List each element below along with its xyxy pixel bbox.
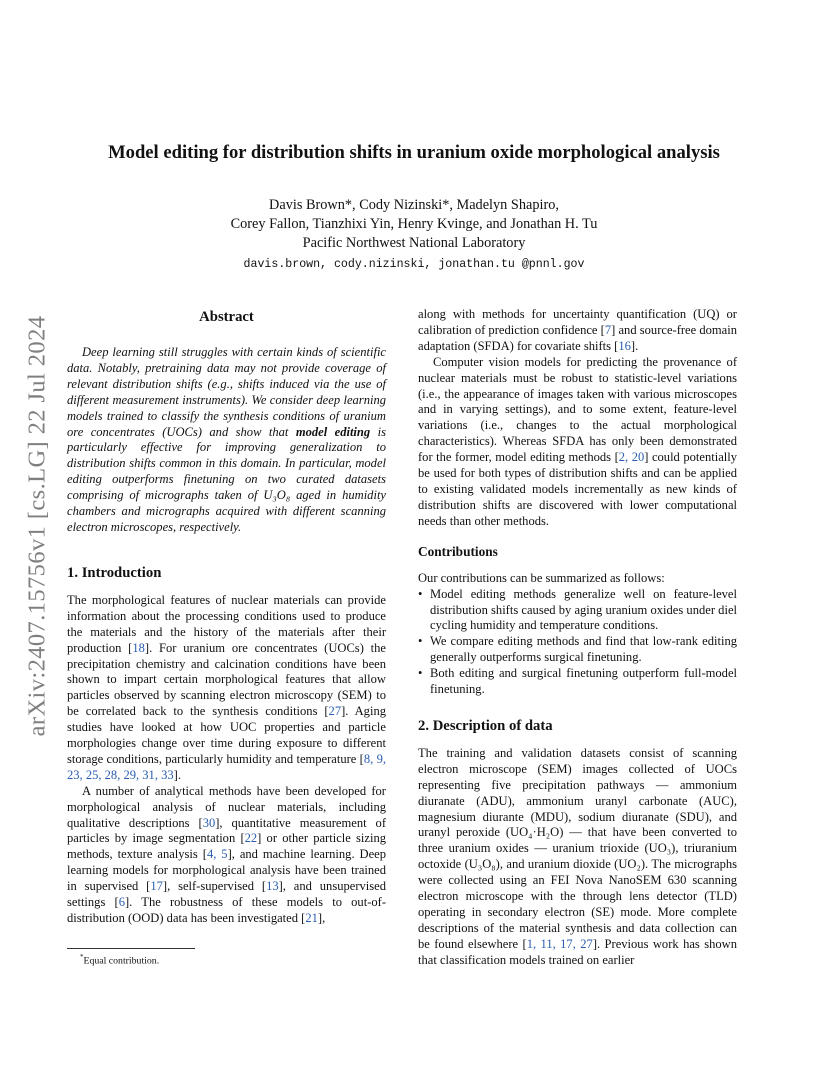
author-block	[60, 196, 768, 274]
citation-link[interactable]: 4, 5	[206, 847, 228, 862]
right-paragraph-2	[418, 355, 737, 530]
citation-link[interactable]: 2, 20	[618, 450, 645, 465]
abstract-text	[67, 345, 386, 536]
contributions-list	[418, 587, 737, 698]
right-p1-text-a: along with methods for uncertainty quantification (UQ) or calibration of prediction confidence [	[418, 307, 737, 337]
footnote-divider	[67, 948, 195, 949]
citation-link[interactable]: 18	[132, 640, 145, 655]
intro-p2-text-g: ]. The robustness of these models to out-of-distribution (OOD) data has been investigated [	[67, 895, 386, 925]
citation-link[interactable]: 7	[604, 322, 612, 337]
right-p2-text-a: Computer vision models for predicting the provenance of nuclear materials must be robust to statistic-level variations (i.e., the appearance of images taken with various microscopes and in varying settings), and to some extent, feature-level variations (i.e., changes to the actual morphological characteristics). Whereas SFDA has only been demonstrated for the former, model editing methods [	[418, 354, 737, 465]
intro-paragraph-2	[67, 784, 386, 927]
abstract-text-bold: model editing	[295, 424, 371, 439]
author-emails: davis.brown, cody.nizinski, jonathan.tu @pnnl.gov	[243, 258, 585, 271]
author-affiliation: Pacific Northwest National Laboratory	[302, 235, 526, 251]
list-item-text: We compare editing methods and find that low-rank editing generally outperforms surgical finetuning.	[430, 634, 737, 665]
bullet-icon: •	[418, 586, 423, 601]
paper-title: Model editing for distribution shifts in uranium oxide morphological analysis	[108, 142, 720, 163]
list-item	[418, 634, 737, 666]
contributions-heading: Contributions	[418, 543, 498, 559]
intro-p2-text-e: ], self-supervised [	[162, 879, 267, 894]
bullet-icon: •	[418, 666, 423, 681]
list-item	[418, 666, 737, 698]
citation-link[interactable]: 13	[266, 879, 279, 894]
section-introduction-heading: 1. Introduction	[67, 564, 162, 581]
intro-p2-text-f: ], and unsupervised settings [	[67, 879, 386, 910]
list-item-text: Both editing and surgical finetuning outperform full-model finetuning.	[430, 666, 737, 697]
citation-link[interactable]: 16	[618, 338, 631, 353]
citation-link[interactable]: 1, 11, 17, 27	[526, 936, 593, 951]
abstract-heading: Abstract	[199, 309, 254, 325]
list-item	[418, 587, 737, 635]
intro-p1-text-b: ]. For uranium ore concentrates (UOCs) the precipitation chemistry and calcination conditions have been shown to impart certain morphological features that allow particles observed by scanning electron microscopy (SEM) to be correlated back to the synthesis conditions [	[67, 640, 386, 719]
intro-p1-text-a: The morphological features of nuclear materials can provide information about the processing conditions used to produce the materials and the history of the materials after their production [	[67, 592, 386, 655]
citation-link[interactable]: 30	[202, 815, 216, 830]
contributions-intro: Our contributions can be summarized as follows:	[418, 570, 665, 585]
author-line-1: Davis Brown*, Cody Nizinski*, Madelyn Shapiro,	[269, 197, 559, 213]
footnote-mark: *	[80, 953, 84, 961]
section-data-heading: 2. Description of data	[418, 717, 553, 734]
footnote-text: Equal contribution.	[83, 955, 160, 967]
author-line-2: Corey Fallon, Tianzhixi Yin, Henry Kvinge, and Jonathan H. Tu	[230, 216, 598, 232]
intro-p2-text-d: ], and machine learning. Deep learning models for morphological analysis have been trained in supervised [	[67, 847, 387, 894]
citation-link[interactable]: 17	[150, 879, 163, 894]
bullet-icon: •	[418, 634, 423, 649]
intro-p2-text-b: ], quantitative measurement of particles by image segmentation [	[67, 815, 386, 846]
citation-link[interactable]: 8, 9, 23, 25, 28, 29, 31, 33	[67, 751, 386, 782]
arxiv-identifier-text: arXiv:2407.15756v1 [cs.LG] 22 Jul 2024	[23, 315, 50, 737]
abstract-text-a: Deep learning still struggles with certain kinds of scientific data. Notably, pretraining data may not provide coverage of relevant distribution shifts (e.g., shifts induced via the use of different measurement instruments). We consider deep learning models trained to classify the synthesis conditions of uranium ore concentrates (UOCs) and show that	[67, 345, 386, 439]
intro-p1-text-c: ]. Aging studies have looked at how UOC properties and particle morphologies change over time during exposure to different storage conditions, particularly humidity and temperature [	[67, 704, 386, 766]
left-column	[67, 307, 386, 927]
citation-link[interactable]: 21	[305, 911, 318, 925]
right-paragraph-1	[418, 307, 737, 355]
intro-p1-text-d: ].	[173, 767, 181, 782]
intro-p2-text-a: A number of analytical methods have been developed for morphological analysis of nuclear materials, including qualitative descriptions [	[67, 783, 386, 830]
intro-paragraph-1	[67, 593, 386, 784]
citation-link[interactable]: 22	[244, 831, 258, 846]
data-p-text-b: ]. Previous work has shown that classification models trained on earlier	[418, 936, 737, 967]
footnote	[80, 953, 159, 966]
data-p-text-a: The training and validation datasets consist of scanning electron microscope (SEM) images collected of UOCs representing five precipitation pathways — ammonium diuranate (ADU), ammonium uranyl carbonate (AUC), magnesium diurante (MDU), sodium diuranate (SDU), and uranyl peroxide (UO₄·H₂O) — that have been converted to three uranium oxides — uranium trioxide (UO₃), triuranium octoxide (U₃O₈), and uranium dioxide (UO₂). The micrographs were collected using an FEI Nova NanoSEM 630 scanning electron microscope with the through lens detector (TLD) operating in secondary electron (SE) mode. More complete descriptions of the material synthesis and data collection can be found elsewhere [	[418, 745, 737, 951]
right-column	[418, 307, 737, 969]
citation-link[interactable]: 6	[118, 895, 125, 910]
intro-p2-text-c: ] or other particle sizing methods, texture analysis [	[67, 831, 387, 862]
list-item-text: Model editing methods generalize well on feature-level distribution shifts caused by aging uranium oxides under diel cycling humidity and temperature conditions.	[430, 586, 737, 633]
intro-p2-text-h: ],	[317, 911, 326, 925]
right-p2-text-b: ] could potentially be used for both types of distribution shifts and can be applied to existing validated models incrementally as new kinds of distribution shifts are discovered with lower computational needs than other methods.	[418, 450, 738, 528]
right-p1-text-c: ].	[630, 338, 639, 353]
right-p1-text-b: ] and source-free domain adaptation (SFDA) for covariate shifts [	[418, 322, 737, 353]
abstract-text-b: is particularly effective for improving generalization to distribution shifts common in this domain. In particular, model editing outperforms finetuning on two curated datasets comprising of micrographs taken of U₃O₈ aged in humidity chambers and micrographs acquired with different scanning electron microscopes, respectively.	[67, 424, 386, 534]
citation-link[interactable]: 27	[328, 704, 342, 719]
data-paragraph	[418, 746, 737, 969]
arxiv-identifier-stamp	[22, 296, 52, 756]
